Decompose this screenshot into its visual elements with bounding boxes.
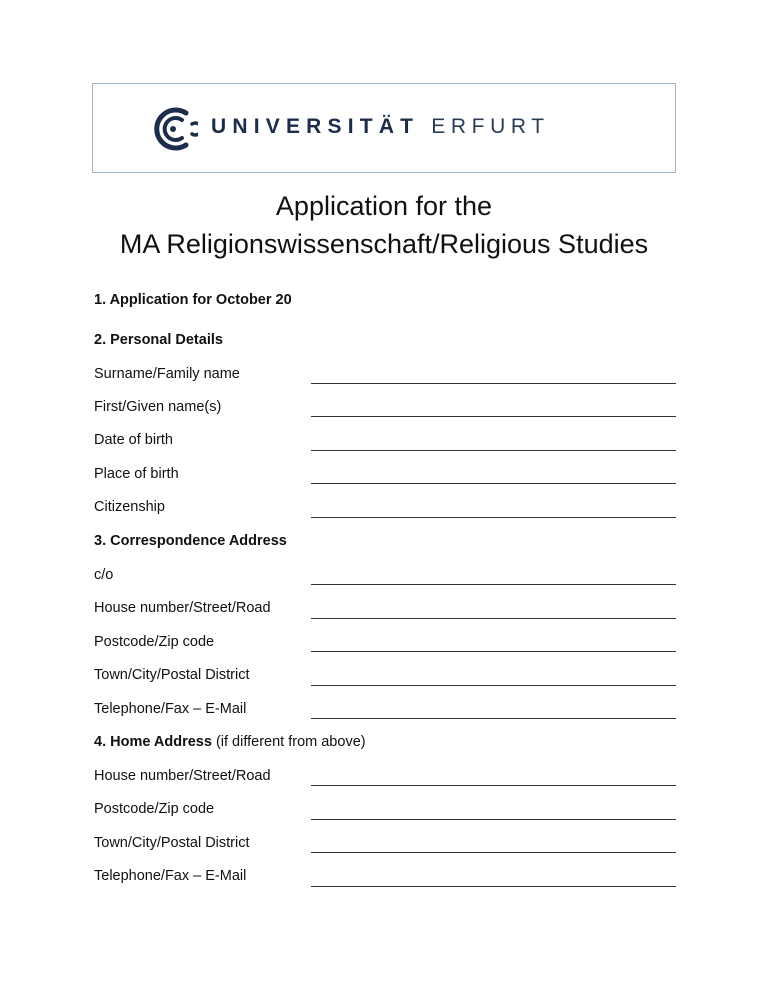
- corr-street-field[interactable]: [311, 618, 676, 619]
- home-street-field[interactable]: [311, 785, 676, 786]
- home-town-field[interactable]: [311, 852, 676, 853]
- section-4-heading-title: 4. Home Address: [94, 734, 212, 750]
- corr-contact-label: Telephone/Fax – E-Mail: [94, 701, 247, 717]
- corr-town-label: Town/City/Postal District: [94, 667, 250, 683]
- place-of-birth-label: Place of birth: [94, 466, 179, 482]
- section-4-heading: [94, 734, 366, 750]
- surname-label: Surname/Family name: [94, 366, 240, 382]
- care-of-field[interactable]: [311, 584, 676, 585]
- logo-text-bold: UNIVERSITÄT: [211, 115, 420, 138]
- corr-postcode-label: Postcode/Zip code: [94, 634, 215, 650]
- corr-postcode-field[interactable]: [311, 651, 676, 652]
- home-postcode-field[interactable]: [311, 819, 676, 820]
- title-line-1: Application for the: [275, 191, 493, 221]
- section-3-heading: 3. Correspondence Address: [94, 533, 287, 549]
- home-street-label: House number/Street/Road: [94, 768, 271, 784]
- surname-field[interactable]: [311, 383, 676, 384]
- corr-contact-field[interactable]: [311, 718, 676, 719]
- home-town-label: Town/City/Postal District: [94, 835, 250, 851]
- given-name-label: First/Given name(s): [94, 399, 222, 415]
- home-contact-field[interactable]: [311, 886, 676, 887]
- university-logo-text: [211, 115, 550, 139]
- section-4-heading-note: (if different from above): [215, 734, 366, 750]
- university-logo-icon: [148, 104, 198, 154]
- citizenship-field[interactable]: [311, 517, 676, 518]
- citizenship-label: Citizenship: [94, 499, 165, 515]
- title-line-2: MA Religionswissenschaft/Religious Studies: [119, 229, 649, 259]
- place-of-birth-field[interactable]: [311, 483, 676, 484]
- section-1-heading: 1. Application for October 20: [94, 292, 292, 308]
- given-name-field[interactable]: [311, 416, 676, 417]
- university-logo-box: [92, 83, 676, 173]
- date-of-birth-field[interactable]: [311, 450, 676, 451]
- corr-town-field[interactable]: [311, 685, 676, 686]
- date-of-birth-label: Date of birth: [94, 432, 173, 448]
- home-contact-label: Telephone/Fax – E-Mail: [94, 868, 247, 884]
- logo-text-light: ERFURT: [431, 115, 550, 138]
- corr-street-label: House number/Street/Road: [94, 600, 271, 616]
- care-of-label: c/o: [94, 567, 114, 583]
- section-2-heading: 2. Personal Details: [94, 332, 223, 348]
- home-postcode-label: Postcode/Zip code: [94, 801, 215, 817]
